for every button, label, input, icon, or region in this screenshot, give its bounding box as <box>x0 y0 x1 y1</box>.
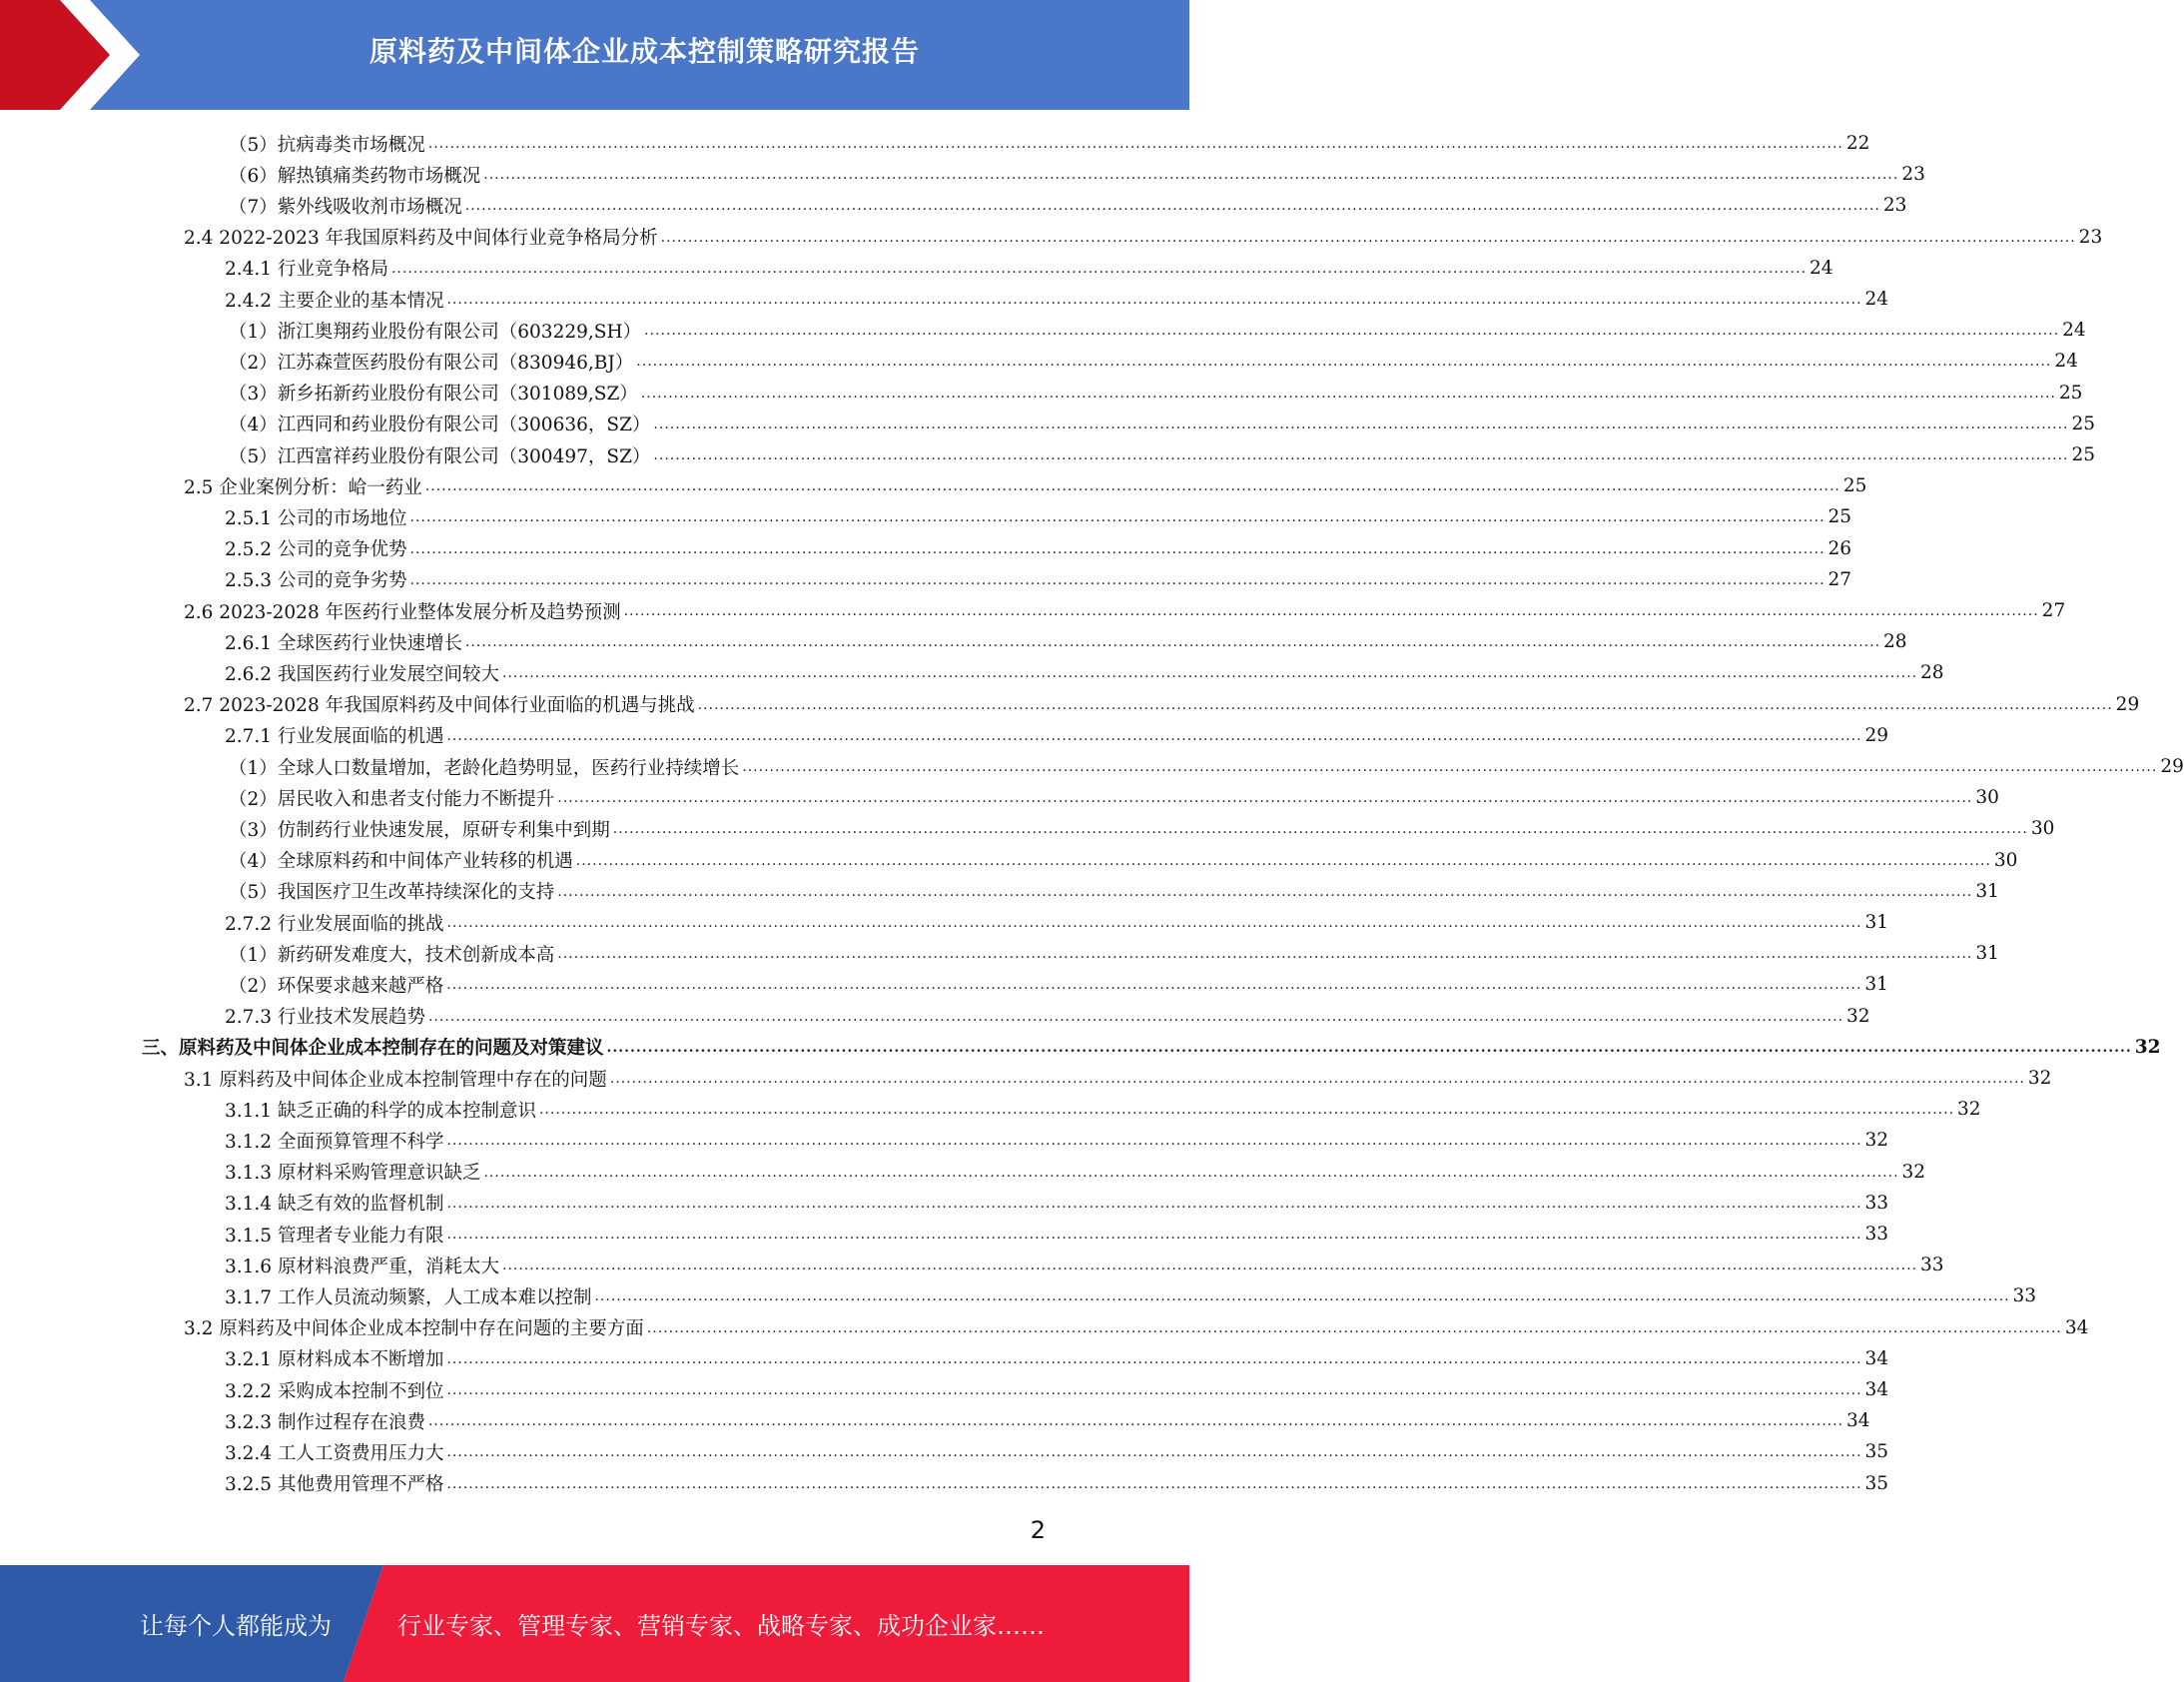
toc-entry-page: 35 <box>1864 1441 1889 1463</box>
toc-entry[interactable] <box>184 1312 2089 1343</box>
toc-entry-label: （5）江西富祥药业股份有限公司（300497，SZ） <box>229 445 651 467</box>
toc-entry-page: 25 <box>2071 413 2096 434</box>
toc-dot-leader: .................................................................................................................................................................................................................................................................... <box>501 665 1918 682</box>
toc-dot-leader: .................................................................................................................................................................................................................................................................... <box>409 540 1825 557</box>
toc-entry-page: 25 <box>1827 506 1852 528</box>
toc-dot-leader: .................................................................................................................................................................................................................................................................... <box>446 727 1862 744</box>
toc-dot-leader: .................................................................................................................................................................................................................................................................... <box>446 1195 1862 1212</box>
toc-entry-page: 30 <box>1975 787 1999 809</box>
toc-dot-leader: .................................................................................................................................................................................................................................................................... <box>653 447 2069 463</box>
toc-dot-leader: .................................................................................................................................................................................................................................................................... <box>606 1039 2132 1056</box>
toc-entry-label: 2.4.1 行业竞争格局 <box>225 259 388 281</box>
toc-entry-label: 3.1.2 全面预算管理不科学 <box>225 1131 444 1153</box>
toc-entry[interactable] <box>184 222 2103 253</box>
toc-entry-page: 32 <box>1864 1130 1889 1152</box>
toc-entry-page: 29 <box>1864 724 1889 746</box>
toc-entry-page: 32 <box>1957 1099 1981 1121</box>
toc-entry[interactable] <box>225 1405 1870 1436</box>
toc-entry[interactable] <box>229 159 1925 190</box>
toc-entry-page: 26 <box>1827 537 1852 559</box>
toc-dot-leader: .................................................................................................................................................................................................................................................................... <box>446 1444 1862 1461</box>
toc-dot-leader: .................................................................................................................................................................................................................................................................... <box>446 915 1862 931</box>
toc-entry-label: 3.2.1 原材料成本不断增加 <box>225 1349 444 1371</box>
toc-entry[interactable] <box>184 1063 2052 1094</box>
toc-entry-page: 23 <box>1882 195 1907 217</box>
toc-entry[interactable] <box>229 315 2086 346</box>
toc-dot-leader: .................................................................................................................................................................................................................................................................... <box>464 198 1880 215</box>
toc-entry-page: 33 <box>1864 1224 1889 1245</box>
toc-entry[interactable] <box>184 689 2140 720</box>
toc-dot-leader: .................................................................................................................................................................................................................................................................... <box>446 1382 1862 1398</box>
toc-entry[interactable] <box>229 128 1870 159</box>
toc-entry-page: 29 <box>2115 693 2140 715</box>
toc-entry-page: 34 <box>1864 1347 1889 1369</box>
toc-entry-label: （7）紫外线吸收剂市场概况 <box>229 196 462 218</box>
toc-dot-leader: .................................................................................................................................................................................................................................................................... <box>538 1102 1955 1119</box>
toc-entry-page: 33 <box>2012 1285 2037 1307</box>
toc-entry[interactable] <box>229 813 2055 844</box>
toc-dot-leader: .................................................................................................................................................................................................................................................................... <box>660 229 2076 246</box>
toc-entry[interactable] <box>225 907 1889 938</box>
toc-entry-label: 2.5.3 公司的竞争劣势 <box>225 570 407 592</box>
toc-entry-label: 3.2.4 工人工资费用压力大 <box>225 1442 444 1464</box>
toc-dot-leader: .................................................................................................................................................................................................................................................................... <box>446 1133 1862 1150</box>
toc-entry-label: （5）我国医疗卫生改革持续深化的支持 <box>229 882 555 904</box>
toc-entry[interactable] <box>225 1219 1889 1250</box>
toc-entry-label: 3.1.6 原材料浪费严重，消耗太大 <box>225 1256 499 1277</box>
toc-dot-leader: .................................................................................................................................................................................................................................................................... <box>501 1258 1918 1274</box>
toc-entry-label: 3.1.5 管理者专业能力有限 <box>225 1225 444 1247</box>
page-number: 2 <box>1030 1516 1046 1544</box>
toc-entry[interactable] <box>229 751 2184 782</box>
document-title: 原料药及中间体企业成本控制策略研究报告 <box>368 35 920 68</box>
toc-entry-label: 3.2.2 采购成本控制不到位 <box>225 1380 444 1402</box>
toc-entry-page: 31 <box>1864 974 1888 996</box>
toc-entry[interactable] <box>225 1280 2037 1311</box>
toc-entry-page: 33 <box>1864 1192 1889 1214</box>
toc-entry-page: 24 <box>2054 351 2078 373</box>
toc-entry[interactable] <box>229 938 1999 969</box>
toc-entry-label: （1）全球人口数量增加，老龄化趋势明显，医药行业持续增长 <box>229 757 740 779</box>
toc-dot-leader: .................................................................................................................................................................................................................................................................... <box>446 977 1862 994</box>
toc-entry-page: 32 <box>2134 1036 2161 1058</box>
toc-dot-leader: .................................................................................................................................................................................................................................................................... <box>446 1227 1862 1243</box>
toc-entry-page: 30 <box>1993 849 2018 871</box>
toc-entry[interactable] <box>225 1094 1981 1125</box>
toc-dot-leader: .................................................................................................................................................................................................................................................................... <box>483 167 1899 184</box>
toc-dot-leader: .................................................................................................................................................................................................................................................................... <box>594 1288 2010 1305</box>
toc-entry-page: 30 <box>2030 818 2055 840</box>
toc-dot-leader: .................................................................................................................................................................................................................................................................... <box>427 1008 1844 1025</box>
toc-entry[interactable] <box>225 1343 1889 1374</box>
toc-dot-leader: .................................................................................................................................................................................................................................................................... <box>390 260 1808 277</box>
toc-entry[interactable] <box>225 657 1944 688</box>
toc-entry[interactable] <box>229 190 1907 221</box>
toc-entry-label: 2.6.1 全球医药行业快速增长 <box>225 632 462 654</box>
toc-entry-label: （2）环保要求越来越严格 <box>229 975 444 997</box>
toc-entry[interactable] <box>225 533 1852 564</box>
toc-entry-label: 2.5.1 公司的市场地位 <box>225 507 407 529</box>
toc-entry-label: 2.5 企业案例分析：峆一药业 <box>184 476 422 498</box>
toc-entry-label: （1）新药研发难度大，技术创新成本高 <box>229 944 555 966</box>
toc-entry[interactable] <box>184 595 2066 626</box>
toc-entry-label: 2.7.2 行业发展面临的挑战 <box>225 913 444 935</box>
toc-dot-leader: .................................................................................................................................................................................................................................................................... <box>409 509 1825 526</box>
toc-entry-label: （3）仿制药行业快速发展，原研专利集中到期 <box>229 819 610 841</box>
toc-entry-page: 23 <box>2078 226 2103 248</box>
toc-entry[interactable] <box>229 782 1999 813</box>
toc-dot-leader: .................................................................................................................................................................................................................................................................... <box>557 790 1973 807</box>
toc-dot-leader: .................................................................................................................................................................................................................................................................... <box>446 1475 1862 1492</box>
toc-entry[interactable] <box>142 1032 2161 1063</box>
toc-entry-label: 2.6.2 我国医药行业发展空间较大 <box>225 663 499 685</box>
toc-entry-page: 32 <box>1846 1005 1870 1027</box>
toc-entry[interactable] <box>225 1125 1889 1156</box>
toc-entry-page: 24 <box>2062 320 2086 342</box>
toc-dot-leader: .................................................................................................................................................................................................................................................................... <box>742 759 2158 775</box>
toc-dot-leader: .................................................................................................................................................................................................................................................................... <box>623 603 2039 619</box>
toc-entry-page: 31 <box>1975 880 1999 902</box>
toc-entry-label: （3）新乡拓新药业股份有限公司（301089,SZ） <box>229 384 638 406</box>
toc-entry[interactable] <box>229 439 2096 470</box>
toc-entry-label: 三、原料药及中间体企业成本控制存在的问题及对策建议 <box>142 1038 604 1060</box>
toc-dot-leader: .................................................................................................................................................................................................................................................................... <box>646 1319 2062 1336</box>
toc-entry-label: 3.1 原料药及中间体企业成本控制管理中存在的问题 <box>184 1069 607 1091</box>
toc-entry-page: 25 <box>2071 444 2096 465</box>
toc-dot-leader: .................................................................................................................................................................................................................................................................... <box>427 1413 1844 1430</box>
toc-entry-page: 24 <box>1864 289 1889 310</box>
toc-entry[interactable] <box>225 1374 1889 1405</box>
toc-entry-page: 25 <box>2058 382 2083 404</box>
toc-entry-page: 27 <box>2041 600 2066 621</box>
toc-dot-leader: .................................................................................................................................................................................................................................................................... <box>424 478 1840 495</box>
toc-entry[interactable] <box>229 969 1888 1000</box>
toc-entry[interactable] <box>225 253 1833 284</box>
toc-entry-page: 28 <box>1883 631 1907 653</box>
toc-dot-leader: .................................................................................................................................................................................................................................................................... <box>557 946 1973 963</box>
toc-dot-leader: .................................................................................................................................................................................................................................................................... <box>609 1071 2025 1087</box>
footer-slogan-left: 让每个人都能成为 <box>140 1612 332 1640</box>
toc-dot-leader: .................................................................................................................................................................................................................................................................... <box>644 323 2060 340</box>
toc-entry-label: （2）江苏森萱医药股份有限公司（830946,BJ） <box>229 352 634 374</box>
toc-dot-leader: .................................................................................................................................................................................................................................................................... <box>636 354 2052 371</box>
toc-entry-label: 2.7.3 行业技术发展趋势 <box>225 1007 425 1029</box>
toc-entry[interactable] <box>225 1468 1889 1499</box>
toc-entry-page: 24 <box>1810 257 1833 279</box>
toc-entry[interactable] <box>225 1436 1889 1467</box>
toc-entry[interactable] <box>225 564 1852 595</box>
toc-dot-leader: .................................................................................................................................................................................................................................................................... <box>446 1350 1862 1367</box>
toc-entry-page: 22 <box>1845 133 1870 154</box>
toc-entry-label: 3.2.5 其他费用管理不严格 <box>225 1474 444 1496</box>
toc-entry-page: 29 <box>2160 756 2184 777</box>
toc-entry-page: 32 <box>2027 1068 2052 1089</box>
toc-dot-leader: .................................................................................................................................................................................................................................................................... <box>557 883 1973 900</box>
toc-entry[interactable] <box>229 845 2018 876</box>
toc-dot-leader: .................................................................................................................................................................................................................................................................... <box>697 696 2113 713</box>
toc-dot-leader: .................................................................................................................................................................................................................................................................... <box>653 416 2069 432</box>
header-chevron-decoration <box>0 0 180 110</box>
toc-entry[interactable] <box>184 470 1867 501</box>
toc-entry-label: 3.1.3 原材料采购管理意识缺乏 <box>225 1163 481 1185</box>
toc-entry-label: （4）全球原料药和中间体产业转移的机遇 <box>229 851 573 873</box>
toc-entry-label: 3.2 原料药及中间体企业成本控制中存在问题的主要方面 <box>184 1318 644 1340</box>
toc-entry[interactable] <box>229 876 1999 907</box>
toc-entry[interactable] <box>225 626 1907 657</box>
toc-entry-page: 34 <box>1846 1410 1870 1432</box>
toc-dot-leader: .................................................................................................................................................................................................................................................................... <box>464 634 1881 651</box>
page-footer <box>0 1565 1189 1682</box>
toc-entry[interactable] <box>225 284 1889 315</box>
toc-entry-label: （4）江西同和药业股份有限公司（300636，SZ） <box>229 415 651 436</box>
toc-dot-leader: .................................................................................................................................................................................................................................................................... <box>575 852 1991 869</box>
toc-entry-page: 35 <box>1864 1472 1889 1494</box>
toc-entry[interactable] <box>225 1001 1870 1032</box>
toc-entry-page: 34 <box>2064 1316 2089 1338</box>
toc-entry-label: （2）居民收入和患者支付能力不断提升 <box>229 788 555 810</box>
toc-entry-page: 31 <box>1975 943 1999 965</box>
toc-entry-page: 31 <box>1864 912 1889 933</box>
toc-entry-label: 2.7.1 行业发展面临的机遇 <box>225 726 444 748</box>
toc-entry-label: （6）解热镇痛类药物市场概况 <box>229 165 481 187</box>
toc-entry-label: 3.1.7 工作人员流动频繁，人工成本难以控制 <box>225 1286 592 1308</box>
toc-entry[interactable] <box>229 346 2078 377</box>
toc-entry-page: 32 <box>1901 1161 1926 1183</box>
toc-entry[interactable] <box>229 409 2096 439</box>
toc-entry[interactable] <box>225 720 1889 751</box>
toc-dot-leader: .................................................................................................................................................................................................................................................................... <box>640 385 2056 402</box>
toc-dot-leader: .................................................................................................................................................................................................................................................................... <box>427 136 1843 152</box>
toc-entry-label: 2.6 2023-2028 年医药行业整体发展分析及趋势预测 <box>184 601 621 623</box>
toc-entry-label: 3.1.1 缺乏正确的科学的成本控制意识 <box>225 1100 536 1122</box>
toc-entry-page: 28 <box>1920 662 1944 684</box>
toc-dot-leader: .................................................................................................................................................................................................................................................................... <box>483 1164 1899 1181</box>
toc-entry[interactable] <box>225 1188 1889 1219</box>
toc-entry-label: 2.5.2 公司的竞争优势 <box>225 539 407 561</box>
toc-entry-page: 34 <box>1864 1379 1889 1400</box>
toc-entry-label: 2.7 2023-2028 年我国原料药及中间体行业面临的机遇与挑战 <box>184 695 695 717</box>
toc-entry[interactable] <box>225 1157 1926 1188</box>
toc-entry-label: （5）抗病毒类市场概况 <box>229 134 425 156</box>
toc-entry[interactable] <box>229 378 2083 409</box>
toc-entry-label: （1）浙江奥翔药业股份有限公司（603229,SH） <box>229 321 642 343</box>
toc-entry-label: 3.2.3 制作过程存在浪费 <box>225 1411 425 1433</box>
page-header <box>0 0 1189 110</box>
toc-entry-label: 3.1.4 缺乏有效的监督机制 <box>225 1194 444 1216</box>
toc-entry[interactable] <box>225 501 1852 532</box>
toc-dot-leader: .................................................................................................................................................................................................................................................................... <box>409 571 1825 588</box>
toc-entry[interactable] <box>225 1250 1944 1280</box>
toc-dot-leader: .................................................................................................................................................................................................................................................................... <box>612 821 2028 838</box>
toc-entry-label: 2.4 2022-2023 年我国原料药及中间体行业竞争格局分析 <box>184 228 658 250</box>
toc-entry-page: 33 <box>1920 1255 1944 1276</box>
toc-entry-page: 23 <box>1901 164 1925 186</box>
toc-entry-label: 2.4.2 主要企业的基本情况 <box>225 290 444 312</box>
toc-entry-page: 25 <box>1842 475 1867 497</box>
toc-entry-page: 27 <box>1827 568 1852 590</box>
toc-dot-leader: .................................................................................................................................................................................................................................................................... <box>446 292 1862 308</box>
footer-slogan-right: 行业专家、管理专家、营销专家、战略专家、成功企业家…… <box>397 1612 1045 1640</box>
